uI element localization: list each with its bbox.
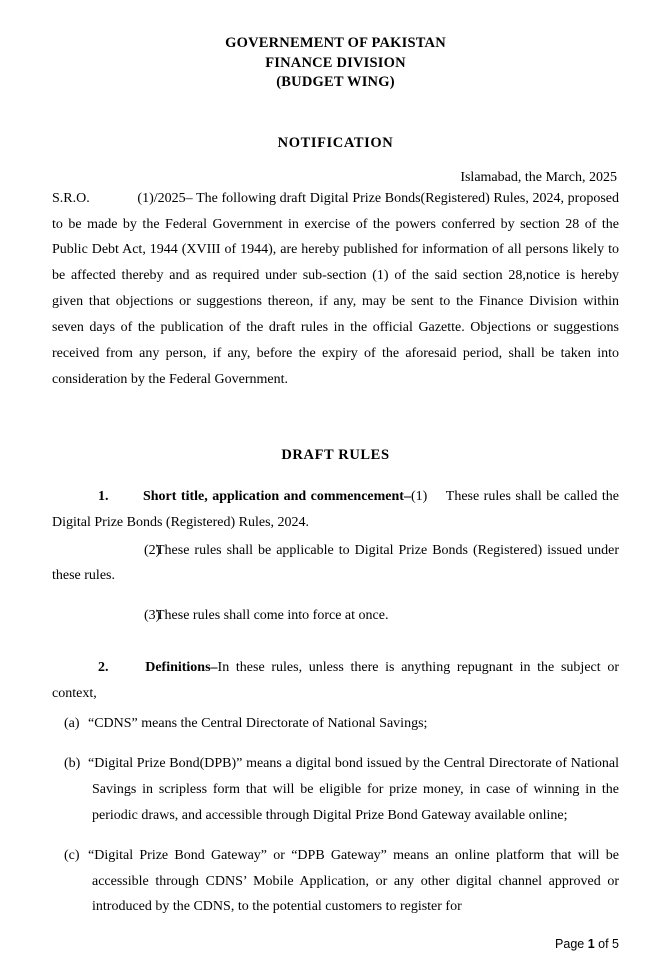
dateline: Islamabad, the March, 2025 bbox=[460, 169, 617, 185]
rule-1-title: Short title, application and commencement– bbox=[142, 488, 411, 504]
definition-text-c: “Digital Prize Bond Gateway” or “DPB Gateway” means an online platform that will be accessible through CDNS’ Mobile Application, or any other digital channel approved or introduced by the CDNS, to the potential customers to register for bbox=[88, 847, 619, 915]
draft-rules-heading: DRAFT RULES bbox=[281, 446, 390, 463]
rule-1-sub-2 bbox=[52, 538, 619, 590]
header-line-division: FINANCE DIVISION bbox=[265, 54, 406, 71]
document-header bbox=[52, 34, 619, 93]
definitions-list bbox=[52, 711, 619, 920]
rule-2-title: Definitions– bbox=[145, 660, 218, 676]
definition-marker-b: (b) bbox=[64, 755, 81, 771]
definition-text-a: “CDNS” means the Central Directorate of National Savings; bbox=[88, 716, 428, 732]
rule-1-number: 1. bbox=[98, 488, 109, 504]
rule-2-number: 2. bbox=[98, 660, 109, 676]
page-footer bbox=[555, 937, 619, 951]
header-line-wing: (BUDGET WING) bbox=[276, 74, 395, 91]
rule-1-paragraph bbox=[52, 484, 619, 536]
sro-paragraph bbox=[52, 186, 619, 393]
rule-1-sub-3-number: (3) bbox=[144, 608, 161, 624]
rule-1-sub-2-text: These rules shall be applicable to Digital Prize Bonds (Registered) issued under these rules. bbox=[52, 542, 619, 584]
definition-marker-a: (a) bbox=[64, 716, 80, 732]
rule-1-sub-2-number: (2) bbox=[144, 542, 161, 558]
footer-page-number: 1 bbox=[587, 937, 595, 951]
definition-item-b bbox=[52, 751, 619, 829]
footer-suffix: of 5 bbox=[594, 937, 619, 951]
rule-2-text: In these rules, unless there is anything repugnant in the subject or context, bbox=[52, 660, 619, 702]
rule-2-paragraph bbox=[52, 655, 619, 707]
rule-1-text: These rules shall be called the Digital Prize Bonds (Registered) Rules, 2024. bbox=[52, 488, 620, 530]
notification-heading: NOTIFICATION bbox=[277, 134, 394, 151]
rule-1-sub-3-text: These rules shall come into force at once. bbox=[156, 608, 389, 624]
rule-1-sub-number: (1) bbox=[410, 488, 428, 504]
sro-body-text: The following draft Digital Prize Bonds(Registered) Rules, 2024, proposed to be made by the Federal Government in exercise of the powers conferred by section 28 of the Public Debt Act, 1944 (XVIII of 1944), are hereby published for information of all persons likely to be affected thereby and as required under sub-section (1) of the said section 28,notice is hereby given that objections or suggestions thereon, if any, may be sent to the Finance Division within seven days of the publication of the draft rules in the official Gazette. Objections or suggestions received from any person, if any, before the expiry of the aforesaid period, shall be taken into consideration by the Federal Government. bbox=[52, 190, 620, 387]
sro-label: S.R.O. bbox=[52, 190, 90, 206]
rule-1-sub-3 bbox=[52, 603, 619, 629]
rule-2 bbox=[52, 655, 619, 707]
definition-marker-c: (c) bbox=[64, 847, 80, 863]
rule-1 bbox=[52, 484, 619, 536]
definition-item-c bbox=[52, 843, 619, 921]
definition-item-a bbox=[52, 711, 619, 737]
footer-prefix: Page bbox=[555, 937, 588, 951]
header-line-government: GOVERNEMENT OF PAKISTAN bbox=[225, 35, 446, 51]
definition-text-b: “Digital Prize Bond(DPB)” means a digital bond issued by the Central Directorate of National Savings in scripless form that will be eligible for prize money, in case of winning in the periodic draws, and accessible through Digital Prize Bond Gateway available online; bbox=[88, 755, 619, 823]
sro-number: (1)/2025– bbox=[137, 190, 193, 206]
